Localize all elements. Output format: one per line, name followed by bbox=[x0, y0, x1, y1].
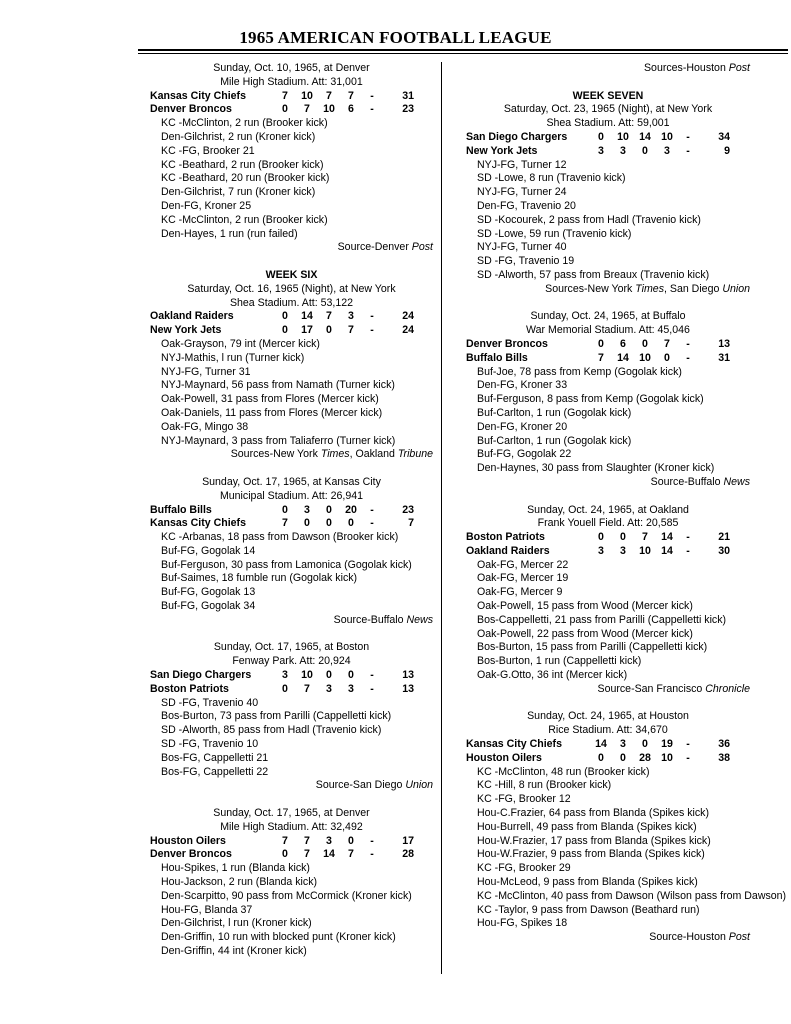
source-text: , Oakland bbox=[349, 448, 398, 461]
quarter-score: 0 bbox=[282, 848, 288, 861]
team-score-row bbox=[150, 504, 433, 518]
final-score: 24 bbox=[402, 324, 414, 337]
left-game bbox=[150, 793, 433, 959]
scoring-play: Den-FG, Kroner 20 bbox=[477, 420, 568, 433]
quarter-score: 7 bbox=[348, 848, 354, 861]
team-name: New York Jets bbox=[150, 324, 222, 337]
team-score-row bbox=[150, 835, 433, 849]
source-text: Source-Buffalo bbox=[650, 475, 724, 488]
spacer bbox=[150, 255, 433, 269]
spacer bbox=[466, 697, 750, 711]
team-score-row bbox=[150, 669, 433, 683]
game-source bbox=[466, 283, 750, 297]
scoring-play: Oak-G.Otto, 36 int (Mercer kick) bbox=[477, 669, 628, 682]
quarter-score: 17 bbox=[301, 324, 313, 337]
score-dash: - bbox=[370, 103, 374, 116]
scoring-play: NYJ-FG, Turner 40 bbox=[477, 241, 567, 254]
scoring-play: SD -FG, Travenio 10 bbox=[161, 738, 259, 751]
scoring-play: KC -Beathard, 20 run (Brooker kick) bbox=[161, 172, 330, 185]
quarter-score: 7 bbox=[348, 324, 354, 337]
quarter-score: 3 bbox=[620, 144, 626, 157]
team-score-row bbox=[466, 131, 750, 145]
scoring-play: Bos-Burton, 1 run (Cappelletti kick) bbox=[477, 655, 642, 668]
score-dash: - bbox=[370, 310, 374, 323]
quarter-score: 0 bbox=[598, 130, 604, 143]
team-score-row bbox=[150, 324, 433, 338]
scoring-play: Hou-McLeod, 9 pass from Blanda (Spikes kick) bbox=[477, 876, 698, 889]
team-score-row bbox=[150, 848, 433, 862]
quarter-score: 0 bbox=[620, 751, 626, 764]
quarter-score: 0 bbox=[304, 517, 310, 530]
spacer bbox=[466, 76, 750, 90]
scoring-play: Den-Gilchrist, 7 run (Kroner kick) bbox=[161, 186, 316, 199]
quarter-score: 0 bbox=[282, 103, 288, 116]
quarter-score: 0 bbox=[282, 324, 288, 337]
quarter-score: 10 bbox=[301, 669, 313, 682]
team-score-row bbox=[466, 531, 750, 545]
game-source bbox=[150, 779, 433, 793]
score-dash: - bbox=[686, 351, 690, 364]
final-score: 13 bbox=[718, 337, 730, 350]
scoring-play: NYJ-FG, Turner 12 bbox=[477, 158, 567, 171]
source-publication: Post bbox=[728, 62, 750, 74]
scoring-play: KC -Arbanas, 18 pass from Dawson (Brooker kick) bbox=[161, 531, 399, 544]
game-venue-line: Shea Stadium. Att: 59,001 bbox=[546, 117, 670, 130]
scoring-play: Hou-W.Frazier, 17 pass from Blanda (Spikes kick) bbox=[477, 834, 711, 847]
column-divider bbox=[441, 62, 442, 974]
scoring-play: Hou-C.Frazier, 64 pass from Blanda (Spikes kick) bbox=[477, 807, 709, 820]
team-name: San Diego Chargers bbox=[150, 669, 252, 682]
scoring-play: Bos-FG, Cappelletti 22 bbox=[161, 765, 269, 778]
team-score-row bbox=[150, 683, 433, 697]
quarter-score: 3 bbox=[282, 669, 288, 682]
team-name: San Diego Chargers bbox=[466, 130, 568, 143]
game-venue-line: Mile High Stadium. Att: 32,492 bbox=[220, 820, 363, 833]
quarter-score: 0 bbox=[598, 337, 604, 350]
quarter-score: 10 bbox=[639, 351, 651, 364]
quarter-score: 0 bbox=[642, 738, 648, 751]
score-dash: - bbox=[686, 337, 690, 350]
quarter-score: 7 bbox=[304, 834, 310, 847]
quarter-score: 14 bbox=[617, 351, 629, 364]
scoring-play: Hou-FG, Blanda 37 bbox=[161, 903, 253, 916]
source-publication: Post bbox=[728, 931, 750, 944]
quarter-score: 7 bbox=[304, 682, 310, 695]
scoring-play: Bos-Burton, 73 pass from Parilli (Cappelletti kick) bbox=[161, 710, 392, 723]
scoring-play: KC -McClinton, 2 run (Brooker kick) bbox=[161, 117, 328, 130]
quarter-score: 7 bbox=[304, 103, 310, 116]
quarter-score: 14 bbox=[639, 130, 651, 143]
quarter-score: 0 bbox=[642, 337, 648, 350]
scoring-play: Buf-Ferguson, 8 pass from Kemp (Gogolak kick) bbox=[477, 393, 704, 406]
quarter-score: 0 bbox=[326, 503, 332, 516]
scoring-play: SD -Alworth, 85 pass from Hadl (Travenio kick) bbox=[161, 724, 382, 737]
scoring-play: Buf-Ferguson, 30 pass from Lamonica (Gogolak kick) bbox=[161, 558, 412, 571]
quarter-score: 3 bbox=[326, 834, 332, 847]
final-score: 24 bbox=[402, 310, 414, 323]
game-venue-line: Rice Stadium. Att: 34,670 bbox=[548, 724, 668, 737]
scoring-play: KC -Beathard, 2 run (Brooker kick) bbox=[161, 158, 324, 171]
game-source bbox=[150, 241, 433, 255]
right-game bbox=[466, 297, 750, 490]
carryover-source bbox=[466, 62, 750, 76]
scoring-play: Bos-FG, Cappelletti 21 bbox=[161, 751, 269, 764]
final-score: 23 bbox=[402, 503, 414, 516]
quarter-score: 3 bbox=[348, 682, 354, 695]
scoring-play: Buf-Joe, 78 pass from Kemp (Gogolak kick) bbox=[477, 365, 682, 378]
source-publication: Chronicle bbox=[705, 682, 750, 695]
final-score: 28 bbox=[402, 848, 414, 861]
source-publication: Tribune bbox=[397, 448, 433, 461]
scoring-play: SD -FG, Travenio 19 bbox=[477, 255, 575, 268]
right-game bbox=[466, 90, 750, 297]
quarter-score: 14 bbox=[595, 738, 607, 751]
scoring-play: Oak-Powell, 22 pass from Wood (Mercer kick) bbox=[477, 627, 693, 640]
source-text: Source-San Diego bbox=[315, 779, 406, 792]
quarter-score: 7 bbox=[282, 89, 288, 102]
game-venue-line: Fenway Park. Att: 20,924 bbox=[232, 655, 351, 668]
scoring-play: Hou-W.Frazier, 9 pass from Blanda (Spikes kick) bbox=[477, 848, 705, 861]
scoring-play: Oak-FG, Mingo 38 bbox=[161, 420, 249, 433]
quarter-score: 10 bbox=[661, 751, 673, 764]
final-score: 9 bbox=[724, 144, 730, 157]
scoring-play: SD -Alworth, 57 pass from Breaux (Travenio kick) bbox=[477, 268, 710, 281]
source-publication: Post bbox=[411, 241, 433, 254]
left-game bbox=[150, 62, 433, 255]
quarter-score: 10 bbox=[617, 130, 629, 143]
team-name: New York Jets bbox=[466, 144, 538, 157]
week-heading: WEEK SIX bbox=[265, 268, 318, 281]
game-source bbox=[466, 931, 750, 945]
source-text: Sources bbox=[643, 62, 683, 74]
scoring-play: NYJ-Mathis, l run (Turner kick) bbox=[161, 351, 305, 364]
team-score-row bbox=[150, 310, 433, 324]
team-score-row bbox=[150, 90, 433, 104]
quarter-score: 7 bbox=[326, 89, 332, 102]
source-text: Sources-New York bbox=[230, 448, 321, 461]
score-dash: - bbox=[370, 517, 374, 530]
spacer bbox=[150, 462, 433, 476]
final-score: 21 bbox=[718, 531, 730, 544]
scoring-play: Hou-Jackson, 2 run (Blanda kick) bbox=[161, 876, 318, 889]
quarter-score: 7 bbox=[664, 337, 670, 350]
scoring-play: Oak-FG, Mercer 9 bbox=[477, 586, 563, 599]
scoring-play: SD -Lowe, 59 run (Travenio kick) bbox=[477, 227, 632, 240]
team-name: Boston Patriots bbox=[466, 531, 545, 544]
quarter-score: 0 bbox=[598, 531, 604, 544]
team-name: Kansas City Chiefs bbox=[150, 517, 246, 530]
team-score-row bbox=[466, 338, 750, 352]
team-name: Denver Broncos bbox=[150, 848, 232, 861]
final-score: 34 bbox=[718, 130, 730, 143]
scoring-play: Oak-Grayson, 79 int (Mercer kick) bbox=[161, 337, 320, 350]
team-name: Kansas City Chiefs bbox=[150, 89, 246, 102]
left-game bbox=[150, 628, 433, 794]
scoring-play: NYJ-Maynard, 3 pass from Taliaferro (Turner kick) bbox=[161, 434, 396, 447]
scoring-play: Bos-Cappelletti, 21 pass from Parilli (Cappelletti kick) bbox=[477, 613, 727, 626]
final-score: 36 bbox=[718, 738, 730, 751]
title-rule-thin bbox=[138, 53, 788, 54]
scoring-play: SD -FG, Travenio 40 bbox=[161, 696, 259, 709]
scoring-play: Den-Scarpitto, 90 pass from McCormick (Kroner kick) bbox=[161, 889, 412, 902]
scoring-play: Buf-FG, Gogolak 14 bbox=[161, 544, 256, 557]
scoring-play: KC -FG, Brooker 29 bbox=[477, 862, 571, 875]
scoring-play: Bos-Burton, 15 pass from Parilli (Cappelletti kick) bbox=[477, 641, 708, 654]
quarter-score: 7 bbox=[598, 351, 604, 364]
scoring-play: NYJ-FG, Turner 24 bbox=[477, 186, 567, 199]
scoring-play: Den-Gilchrist, 2 run (Kroner kick) bbox=[161, 130, 316, 143]
score-dash: - bbox=[370, 324, 374, 337]
final-score: 23 bbox=[402, 103, 414, 116]
quarter-score: 0 bbox=[348, 834, 354, 847]
scoring-play: Den-Hayes, 1 run (run failed) bbox=[161, 227, 298, 240]
source-text: Source-Denver bbox=[337, 241, 412, 254]
scoring-play: NYJ-FG, Turner 31 bbox=[161, 365, 251, 378]
quarter-score: 10 bbox=[301, 89, 313, 102]
quarter-score: 3 bbox=[598, 144, 604, 157]
final-score: 17 bbox=[402, 834, 414, 847]
week-heading: WEEK SEVEN bbox=[572, 89, 644, 102]
team-name: Kansas City Chiefs bbox=[466, 738, 562, 751]
score-dash: - bbox=[686, 130, 690, 143]
source-text: -Houston bbox=[682, 62, 729, 74]
scoring-play: KC -McClinton, 48 run (Brooker kick) bbox=[477, 765, 650, 778]
quarter-score: 0 bbox=[598, 751, 604, 764]
quarter-score: 0 bbox=[282, 310, 288, 323]
score-dash: - bbox=[370, 669, 374, 682]
score-dash: - bbox=[370, 682, 374, 695]
quarter-score: 0 bbox=[620, 531, 626, 544]
left-game bbox=[150, 462, 433, 628]
scoring-play: Hou-Burrell, 49 pass from Blanda (Spikes kick) bbox=[477, 820, 697, 833]
scoring-play: Oak-FG, Mercer 19 bbox=[477, 572, 569, 585]
team-score-row bbox=[466, 545, 750, 559]
scoring-play: KC -FG, Brooker 21 bbox=[161, 144, 255, 157]
source-text: Source-San Francisco bbox=[597, 682, 706, 695]
quarter-score: 10 bbox=[661, 130, 673, 143]
spacer bbox=[150, 628, 433, 642]
game-source bbox=[150, 448, 433, 462]
scoring-play: NYJ-Maynard, 56 pass from Namath (Turner kick) bbox=[161, 379, 395, 392]
quarter-score: 7 bbox=[282, 517, 288, 530]
final-score: 38 bbox=[718, 751, 730, 764]
game-date-line: Sunday, Oct. 24, 1965, at Houston bbox=[527, 710, 689, 723]
page-title: 1965 AMERICAN FOOTBALL LEAGUE bbox=[239, 28, 552, 47]
quarter-score: 0 bbox=[348, 517, 354, 530]
quarter-score: 19 bbox=[661, 738, 673, 751]
scoring-play: Hou-Spikes, 1 run (Blanda kick) bbox=[161, 862, 310, 875]
team-score-row bbox=[466, 752, 750, 766]
quarter-score: 7 bbox=[304, 848, 310, 861]
score-dash: - bbox=[686, 738, 690, 751]
quarter-score: 10 bbox=[323, 103, 335, 116]
game-date-line: Saturday, Oct. 23, 1965 (Night), at New York bbox=[503, 103, 713, 116]
game-date-line: Sunday, Oct. 17, 1965, at Boston bbox=[213, 641, 370, 654]
final-score: 30 bbox=[718, 544, 730, 557]
game-date-line: Sunday, Oct. 24, 1965, at Buffalo bbox=[530, 310, 686, 323]
scoring-play: Buf-Saimes, 18 fumble run (Gogolak kick) bbox=[161, 572, 358, 585]
source-text: Source-Buffalo bbox=[333, 613, 407, 626]
quarter-score: 7 bbox=[642, 531, 648, 544]
quarter-score: 7 bbox=[326, 310, 332, 323]
scoring-play: Buf-FG, Gogolak 13 bbox=[161, 586, 256, 599]
team-score-row bbox=[150, 103, 433, 117]
game-source bbox=[150, 614, 433, 628]
quarter-score: 7 bbox=[282, 834, 288, 847]
score-dash: - bbox=[370, 503, 374, 516]
final-score: 31 bbox=[402, 89, 414, 102]
source-text: Sources-New York bbox=[545, 282, 636, 295]
source-publication: Union bbox=[722, 282, 750, 295]
game-venue-line: Municipal Stadium. Att: 26,941 bbox=[219, 489, 364, 502]
quarter-score: 14 bbox=[661, 531, 673, 544]
team-score-row bbox=[466, 352, 750, 366]
right-column bbox=[466, 62, 787, 945]
quarter-score: 3 bbox=[598, 544, 604, 557]
quarter-score: 0 bbox=[282, 503, 288, 516]
quarter-score: 7 bbox=[348, 89, 354, 102]
scoring-play: Den-Gilchrist, l run (Kroner kick) bbox=[161, 917, 312, 930]
final-score: 7 bbox=[408, 517, 414, 530]
team-name: Oakland Raiders bbox=[466, 544, 550, 557]
source-text: , San Diego bbox=[664, 282, 723, 295]
right-game bbox=[466, 697, 787, 945]
spacer bbox=[150, 793, 433, 807]
scoring-play: KC -McClinton, 2 run (Brooker kick) bbox=[161, 213, 328, 226]
right-game bbox=[466, 490, 750, 697]
quarter-score: 3 bbox=[304, 503, 310, 516]
quarter-score: 14 bbox=[323, 848, 335, 861]
quarter-score: 10 bbox=[639, 544, 651, 557]
score-dash: - bbox=[686, 544, 690, 557]
game-venue-line: Frank Youell Field. Att: 20,585 bbox=[537, 517, 679, 530]
spacer bbox=[466, 297, 750, 311]
score-dash: - bbox=[370, 89, 374, 102]
final-score: 13 bbox=[402, 682, 414, 695]
quarter-score: 0 bbox=[664, 351, 670, 364]
score-dash: - bbox=[686, 144, 690, 157]
scoring-play: KC -Hill, 8 run (Brooker kick) bbox=[477, 779, 612, 792]
left-column bbox=[150, 62, 433, 959]
source-text: Source-Houston bbox=[649, 931, 729, 944]
team-name: Denver Broncos bbox=[150, 103, 232, 116]
spacer bbox=[466, 490, 750, 504]
score-dash: - bbox=[686, 751, 690, 764]
game-date-line: Sunday, Oct. 17, 1965, at Kansas City bbox=[202, 475, 381, 488]
team-score-row bbox=[150, 517, 433, 531]
game-date-line: Saturday, Oct. 16, 1965 (Night), at New York bbox=[187, 282, 396, 295]
game-source bbox=[466, 476, 750, 490]
scoring-play: Den-Griffin, 44 int (Kroner kick) bbox=[161, 945, 307, 957]
team-name: Buffalo Bills bbox=[150, 503, 212, 516]
final-score: 31 bbox=[718, 351, 730, 364]
scoring-play: Den-FG, Travenio 20 bbox=[477, 199, 576, 212]
quarter-score: 6 bbox=[348, 103, 354, 116]
scoring-play: Buf-FG, Gogolak 34 bbox=[161, 600, 256, 613]
team-name: Houston Oilers bbox=[150, 834, 226, 847]
score-dash: - bbox=[370, 848, 374, 861]
game-source bbox=[466, 683, 750, 697]
scoring-play: KC -Taylor, 9 pass from Dawson (Beathard run) bbox=[477, 903, 700, 916]
scoring-play: Oak-FG, Mercer 22 bbox=[477, 558, 569, 571]
quarter-score: 3 bbox=[664, 144, 670, 157]
score-dash: - bbox=[370, 834, 374, 847]
quarter-score: 3 bbox=[620, 544, 626, 557]
quarter-score: 0 bbox=[326, 669, 332, 682]
scoring-play: KC -McClinton, 40 pass from Dawson (Wilson pass from Dawson) bbox=[477, 889, 787, 902]
team-score-row bbox=[466, 145, 750, 159]
team-score-row bbox=[466, 738, 750, 752]
scoring-play: Den-Haynes, 30 pass from Slaughter (Kroner kick) bbox=[477, 462, 715, 475]
scoring-play: Buf-Carlton, 1 run (Gogolak kick) bbox=[477, 434, 632, 447]
scoring-play: Buf-FG, Gogolak 22 bbox=[477, 448, 572, 461]
team-name: Buffalo Bills bbox=[466, 351, 528, 364]
scoring-play: Oak-Powell, 31 pass from Flores (Mercer kick) bbox=[161, 393, 379, 406]
team-name: Oakland Raiders bbox=[150, 310, 234, 323]
quarter-score: 14 bbox=[661, 544, 673, 557]
quarter-score: 3 bbox=[620, 738, 626, 751]
team-name: Houston Oilers bbox=[466, 751, 542, 764]
quarter-score: 0 bbox=[282, 682, 288, 695]
game-date-line: Sunday, Oct. 10, 1965, at Denver bbox=[213, 62, 370, 74]
final-score: 13 bbox=[402, 669, 414, 682]
source-publication: Times bbox=[320, 448, 350, 461]
quarter-score: 20 bbox=[345, 503, 357, 516]
source-publication: News bbox=[723, 475, 750, 488]
game-date-line: Sunday, Oct. 24, 1965, at Oakland bbox=[527, 503, 689, 516]
quarter-score: 0 bbox=[326, 324, 332, 337]
left-game bbox=[150, 255, 433, 462]
quarter-score: 6 bbox=[620, 337, 626, 350]
quarter-score: 0 bbox=[642, 144, 648, 157]
scoring-play: Den-FG, Kroner 25 bbox=[161, 199, 252, 212]
scoring-play: Oak-Daniels, 11 pass from Flores (Mercer kick) bbox=[161, 406, 383, 419]
source-publication: News bbox=[406, 613, 433, 626]
quarter-score: 28 bbox=[639, 751, 651, 764]
score-dash: - bbox=[686, 531, 690, 544]
scoring-play: Buf-Carlton, 1 run (Gogolak kick) bbox=[477, 406, 632, 419]
game-venue-line: War Memorial Stadium. Att: 45,046 bbox=[526, 324, 690, 337]
quarter-score: 14 bbox=[301, 310, 313, 323]
team-name: Boston Patriots bbox=[150, 682, 229, 695]
game-date-line: Sunday, Oct. 17, 1965, at Denver bbox=[213, 807, 370, 820]
source-publication: Times bbox=[635, 282, 664, 295]
source-publication: Union bbox=[405, 779, 433, 792]
scoring-play: KC -FG, Brooker 12 bbox=[477, 793, 571, 806]
team-name: Denver Broncos bbox=[466, 337, 548, 350]
scoring-play: Hou-FG, Spikes 18 bbox=[477, 917, 568, 930]
quarter-score: 0 bbox=[348, 669, 354, 682]
quarter-score: 3 bbox=[326, 682, 332, 695]
scoring-play: SD -Kocourek, 2 pass from Hadl (Travenio kick) bbox=[477, 213, 701, 226]
scoring-play: SD -Lowe, 8 run (Travenio kick) bbox=[477, 172, 626, 185]
scoring-play: Den-Griffin, 10 run with blocked punt (Kroner kick) bbox=[161, 931, 396, 944]
scoring-play: Den-FG, Kroner 33 bbox=[477, 379, 568, 392]
scoring-play: Oak-Powell, 15 pass from Wood (Mercer kick) bbox=[477, 600, 693, 613]
quarter-score: 0 bbox=[326, 517, 332, 530]
game-venue-line: Mile High Stadium. Att: 31,001 bbox=[220, 75, 363, 88]
quarter-score: 3 bbox=[348, 310, 354, 323]
game-venue-line: Shea Stadium. Att: 53,122 bbox=[229, 296, 354, 309]
title-rule-thick bbox=[138, 49, 788, 51]
